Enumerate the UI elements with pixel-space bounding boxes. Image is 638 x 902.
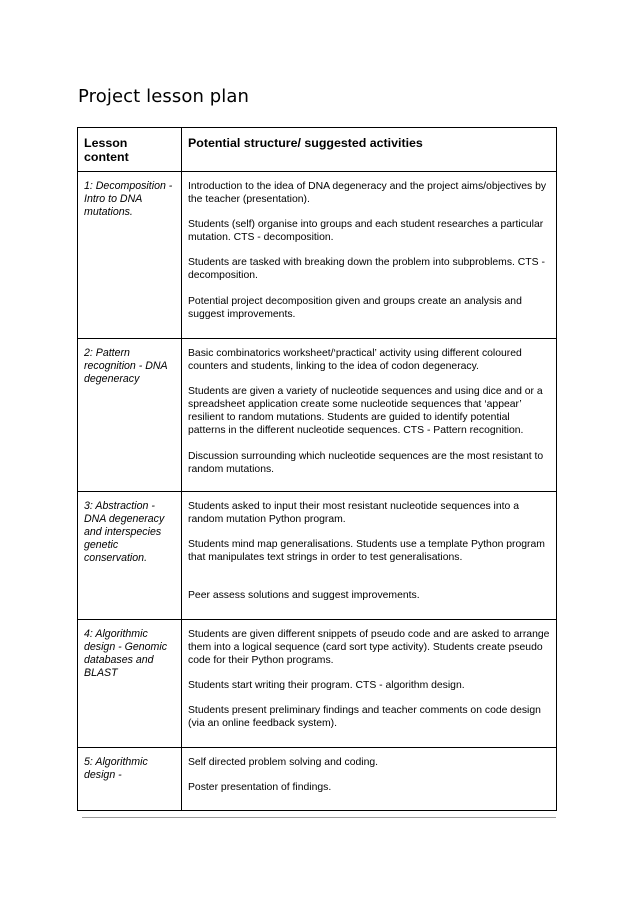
table-row <box>78 492 557 620</box>
lesson-cell: 5: Algorithmic design - <box>78 748 182 811</box>
lesson-cell: 2: Pattern recognition - DNA degeneracy <box>78 339 182 492</box>
activity-text: Basic combinatorics worksheet/‘practical’ activity using different coloured counters and students, linking to the idea of codon degeneracy. <box>188 348 522 373</box>
lesson-plan-table <box>77 127 557 811</box>
activity-text: Students are tasked with breaking down the problem into subproblems. CTS - decomposition. <box>188 257 545 282</box>
activities-cell <box>182 492 557 620</box>
activity-text: Discussion surrounding which nucleotide sequences are the most resistant to random mutations. <box>188 450 544 475</box>
page-title: Project lesson plan <box>78 86 250 107</box>
header-activities: Potential structure/ suggested activities <box>182 128 557 172</box>
lesson-cell: 3: Abstraction - DNA degeneracy and interspecies genetic conservation. <box>78 492 182 620</box>
activity-text: Students mind map generalisations. Students use a template Python program that manipulates text strings in order to test generalisations. <box>188 539 545 564</box>
activity-text: Students are given different snippets of pseudo code and are asked to arrange them into a logical sequence (card sort type activity). Students create pseudo code for their Python programs. <box>188 629 550 667</box>
activities-cell <box>182 172 557 339</box>
activities-cell <box>182 748 557 811</box>
table-row <box>78 620 557 748</box>
activity-text: Introduction to the idea of DNA degeneracy and the project aims/objectives by the teacher (presentation). <box>188 181 547 206</box>
activity-text: Students asked to input their most resistant nucleotide sequences into a random mutation Python program. <box>188 501 519 526</box>
activities-cell <box>182 620 557 748</box>
lesson-cell: 1: Decomposition - Intro to DNA mutations. <box>78 172 182 339</box>
table-row <box>78 748 557 811</box>
activity-text: Self directed problem solving and coding. <box>188 757 379 768</box>
activity-text: Potential project decomposition given and groups create an analysis and suggest improvements. <box>188 295 522 320</box>
activities-cell <box>182 339 557 492</box>
table-row <box>78 339 557 492</box>
activity-text: Poster presentation of findings. <box>188 782 332 794</box>
footer-divider <box>82 817 556 818</box>
activity-text: Peer assess solutions and suggest improvements. <box>188 590 420 602</box>
activity-text: Students (self) organise into groups and each student researches a particular mutation. CTS - decomposition. <box>188 219 544 244</box>
header-lesson-content: Lesson content <box>78 128 182 172</box>
activity-text: Students are given a variety of nucleotide sequences and using dice and or a spreadsheet application create some nucleotide sequences that ‘appear’ resilient to random mutations. Students are guided to identify potential patterns in the different nucleotide sequences. CTS - Pattern recognition. <box>188 386 543 437</box>
activity-text: Students present preliminary findings and teacher comments on code design (via an online feedback system). <box>188 705 541 730</box>
lesson-cell: 4: Algorithmic design - Genomic databases and BLAST <box>78 620 182 748</box>
activity-text: Students start writing their program. CTS - algorithm design. <box>188 680 465 692</box>
table-header-row <box>78 128 557 172</box>
table-row <box>78 172 557 339</box>
